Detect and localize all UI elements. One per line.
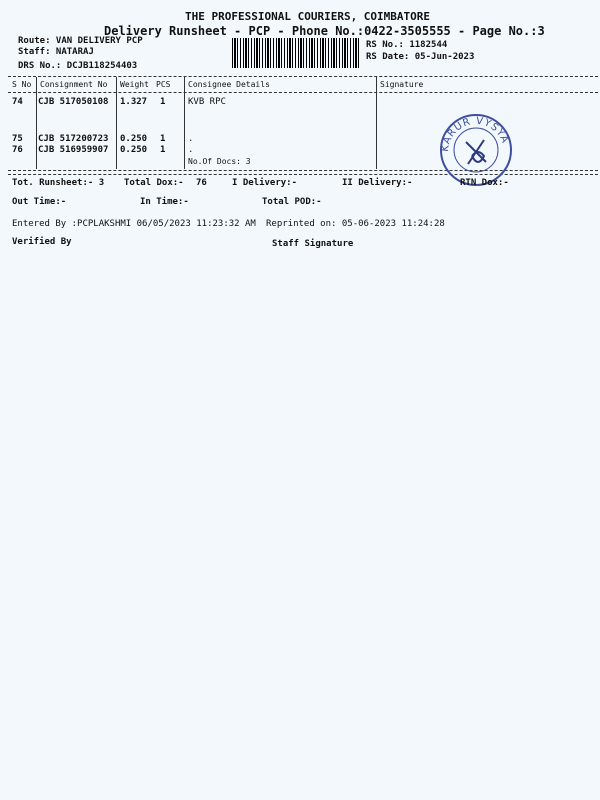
row-consignee: KVB RPC [188, 97, 226, 107]
out-time: Out Time:- [12, 197, 67, 207]
row-pcs: 1 [160, 134, 166, 144]
row-consignee: . [188, 145, 194, 155]
column-divider [116, 77, 117, 169]
rs-date: RS Date: 05-Jun-2023 [366, 52, 475, 62]
reprinted-on: Reprinted on: 05-06-2023 11:24:28 [266, 219, 445, 229]
column-divider [184, 77, 185, 169]
total-dox-value: 76 [196, 178, 207, 188]
header-signature: Signature [380, 80, 424, 89]
header-pcs: PCS [156, 80, 171, 89]
row-consignment: CJB 516959907 [38, 145, 109, 155]
table-header-rule [8, 92, 598, 93]
total-dox-label: Total Dox:- [124, 178, 184, 188]
row-weight: 0.250 [120, 134, 148, 144]
row-weight: 1.327 [120, 97, 148, 107]
row-consignee: . [188, 134, 194, 144]
table-top-rule [8, 76, 598, 77]
in-time: In Time:- [140, 197, 189, 207]
row-sno: 76 [12, 145, 23, 155]
row-pcs: 1 [160, 97, 166, 107]
header-weight: Weight [120, 80, 149, 89]
total-runsheet: Tot. Runsheet:- 3 [12, 178, 105, 188]
return-dox: RTN Dox:- [460, 178, 509, 188]
verified-by: Verified By [12, 237, 72, 247]
route-label: Route: VAN DELIVERY PCP [18, 36, 143, 46]
staff-signature: Staff Signature [272, 239, 354, 249]
drs-number: DRS No.: DCJB118254403 [18, 61, 138, 71]
row-sno: 75 [12, 134, 23, 144]
no-of-docs: No.Of Docs: 3 [188, 157, 251, 166]
rs-number: RS No.: 1182544 [366, 40, 448, 50]
column-divider [376, 77, 377, 169]
column-divider [36, 77, 37, 169]
staff-label: Staff: NATARAJ [18, 47, 94, 57]
row-consignment: CJB 517200723 [38, 134, 109, 144]
total-pod: Total POD:- [262, 197, 322, 207]
barcode-image [232, 38, 360, 68]
header-sno: S No [12, 80, 32, 89]
header-consignee: Consignee Details [188, 80, 270, 89]
row-weight: 0.250 [120, 145, 148, 155]
bank-stamp-icon [438, 112, 514, 188]
company-name: THE PROFESSIONAL COURIERS, COIMBATORE [185, 10, 431, 23]
runsheet-title: Delivery Runsheet - PCP - Phone No.:0422-3505555 - Page No.:3 [104, 24, 545, 38]
first-delivery: I Delivery:- [232, 178, 298, 188]
second-delivery: II Delivery:- [342, 178, 413, 188]
row-pcs: 1 [160, 145, 166, 155]
svg-text:KARUR VYSYA BANK: KARUR VYSYA [439, 115, 511, 153]
entered-by: Entered By :PCPLAKSHMI 06/05/2023 11:23:32 AM [12, 219, 256, 229]
row-consignment: CJB 517050108 [38, 97, 109, 107]
row-sno: 74 [12, 97, 23, 107]
header-consignment: Consignment No [40, 80, 108, 89]
